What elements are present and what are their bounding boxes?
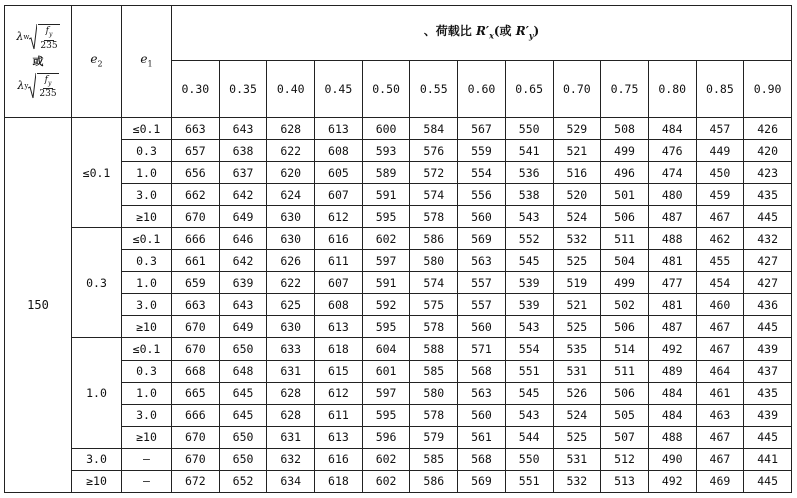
table-cell: 463 — [696, 404, 744, 426]
table-cell: 560 — [458, 316, 506, 338]
table-cell: 487 — [648, 206, 696, 228]
table-row — [5, 404, 792, 426]
table-cell: 630 — [267, 316, 315, 338]
table-cell: 618 — [315, 338, 363, 360]
fraction-1 — [38, 24, 59, 51]
table-cell: 459 — [696, 184, 744, 206]
table-cell: 602 — [362, 228, 410, 250]
table-cell: 632 — [267, 448, 315, 470]
table-cell: 569 — [458, 470, 506, 492]
table-row — [5, 206, 792, 228]
table-cell: 615 — [315, 360, 363, 382]
table-cell: 504 — [601, 250, 649, 272]
table-cell: 645 — [219, 404, 267, 426]
table-cell: 634 — [267, 470, 315, 492]
table-cell: 439 — [744, 404, 792, 426]
table-cell: 569 — [458, 228, 506, 250]
table-cell: 612 — [315, 382, 363, 404]
table-cell: 445 — [744, 470, 792, 492]
load-ratio-header: 0.40 — [267, 61, 315, 118]
table-cell: 492 — [648, 338, 696, 360]
e1-value: 3.0 — [122, 184, 172, 206]
load-ratio-header: 0.70 — [553, 61, 601, 118]
e2-value: 0.3 — [72, 228, 122, 338]
table-cell: 668 — [172, 360, 220, 382]
load-ratio-header: 0.60 — [458, 61, 506, 118]
table-cell: 646 — [219, 228, 267, 250]
load-ratio-header: 0.50 — [362, 61, 410, 118]
table-cell: 665 — [172, 382, 220, 404]
table-cell: 481 — [648, 250, 696, 272]
table-cell: 666 — [172, 228, 220, 250]
table-cell: 612 — [315, 206, 363, 228]
table-cell: 633 — [267, 338, 315, 360]
table-cell: 560 — [458, 206, 506, 228]
table-cell: 595 — [362, 206, 410, 228]
table-cell: 445 — [744, 206, 792, 228]
table-row — [5, 448, 792, 470]
e1-value: 0.3 — [122, 140, 172, 162]
table-cell: 516 — [553, 162, 601, 184]
table-cell: 529 — [553, 118, 601, 140]
table-cell: 554 — [458, 162, 506, 184]
table-cell: 659 — [172, 272, 220, 294]
table-cell: 600 — [362, 118, 410, 140]
table-cell: 616 — [315, 448, 363, 470]
fraction-2-numerator-sub: y — [47, 79, 52, 87]
table-cell: 586 — [410, 228, 458, 250]
table-cell: 593 — [362, 140, 410, 162]
table-cell: 554 — [505, 338, 553, 360]
table-row — [5, 316, 792, 338]
table-cell: 625 — [267, 294, 315, 316]
table-cell: 649 — [219, 316, 267, 338]
table-cell: 611 — [315, 250, 363, 272]
table-cell: 631 — [267, 426, 315, 448]
table-cell: 670 — [172, 206, 220, 228]
table-cell: 643 — [219, 294, 267, 316]
table-cell: 552 — [505, 228, 553, 250]
table-cell: 536 — [505, 162, 553, 184]
table-cell: 557 — [458, 272, 506, 294]
table-cell: 622 — [267, 272, 315, 294]
table-cell: 652 — [219, 470, 267, 492]
load-ratio-header: 0.85 — [696, 61, 744, 118]
table-cell: 596 — [362, 426, 410, 448]
table-cell: 630 — [267, 228, 315, 250]
table-cell: 605 — [315, 162, 363, 184]
table-cell: 568 — [458, 360, 506, 382]
table-cell: 585 — [410, 360, 458, 382]
e1-value: ≤0.1 — [122, 228, 172, 250]
table-cell: 521 — [553, 140, 601, 162]
table-cell: 524 — [553, 206, 601, 228]
table-cell: 427 — [744, 250, 792, 272]
load-ratio-header: 0.35 — [219, 61, 267, 118]
fraction-1-denominator: 235 — [40, 40, 58, 51]
table-cell: 666 — [172, 404, 220, 426]
e1-value: ≥10 — [122, 426, 172, 448]
table-cell: 586 — [410, 470, 458, 492]
table-cell: 489 — [648, 360, 696, 382]
table-cell: 454 — [696, 272, 744, 294]
lambda-subscript-2: y — [24, 81, 29, 90]
table-cell: 476 — [648, 140, 696, 162]
e1-value: ≥10 — [122, 206, 172, 228]
lambda-symbol-1: λ — [16, 30, 24, 44]
table-cell: 532 — [553, 470, 601, 492]
table-cell: 499 — [601, 140, 649, 162]
table-cell: 578 — [410, 206, 458, 228]
table-cell: 584 — [410, 118, 458, 140]
lambda-symbol-2: λ — [17, 78, 25, 92]
table-row — [5, 382, 792, 404]
table-row — [5, 184, 792, 206]
table-row — [5, 228, 792, 250]
fraction-2-denominator: 235 — [39, 89, 57, 100]
table-cell: 595 — [362, 404, 410, 426]
table-cell: 561 — [458, 426, 506, 448]
table-cell: 592 — [362, 294, 410, 316]
table-cell: 620 — [267, 162, 315, 184]
table-cell: 427 — [744, 272, 792, 294]
slenderness-formula — [5, 24, 71, 100]
table-cell: 604 — [362, 338, 410, 360]
table-cell: 580 — [410, 250, 458, 272]
table-cell: 450 — [696, 162, 744, 184]
table-cell: 588 — [410, 338, 458, 360]
table-cell: 591 — [362, 272, 410, 294]
table-cell: 445 — [744, 316, 792, 338]
table-cell: 624 — [267, 184, 315, 206]
lambda-subscript-1: w — [23, 33, 30, 42]
table-cell: 508 — [601, 118, 649, 140]
table-cell: 611 — [315, 404, 363, 426]
table-cell: 445 — [744, 426, 792, 448]
e2-value: 3.0 — [72, 448, 122, 470]
table-cell: 492 — [648, 470, 696, 492]
table-cell: 662 — [172, 184, 220, 206]
table-row — [5, 118, 792, 140]
load-ratio-header: 0.55 — [410, 61, 458, 118]
table-cell: 520 — [553, 184, 601, 206]
table-cell: 502 — [601, 294, 649, 316]
table-cell: 637 — [219, 162, 267, 184]
table-cell: 567 — [458, 118, 506, 140]
table-cell: 618 — [315, 470, 363, 492]
table-cell: 467 — [696, 448, 744, 470]
table-cell: 541 — [505, 140, 553, 162]
table-cell: 670 — [172, 338, 220, 360]
table-cell: 535 — [553, 338, 601, 360]
fraction-2 — [37, 73, 58, 100]
e1-value: ≤0.1 — [122, 118, 172, 140]
e1-value: 1.0 — [122, 162, 172, 184]
table-row — [5, 294, 792, 316]
load-ratio-table — [4, 5, 792, 493]
table-cell: 467 — [696, 338, 744, 360]
table-cell: 670 — [172, 316, 220, 338]
table-cell: 579 — [410, 426, 458, 448]
table-cell: 538 — [505, 184, 553, 206]
table-cell: 506 — [601, 316, 649, 338]
table-cell: 467 — [696, 206, 744, 228]
table-cell: 464 — [696, 360, 744, 382]
table-cell: 572 — [410, 162, 458, 184]
table-cell: 436 — [744, 294, 792, 316]
table-cell: 506 — [601, 206, 649, 228]
table-cell: 626 — [267, 250, 315, 272]
table-cell: 462 — [696, 228, 744, 250]
load-ratio-header: 0.90 — [744, 61, 792, 118]
table-cell: 467 — [696, 426, 744, 448]
table-cell: 539 — [505, 294, 553, 316]
table-cell: 607 — [315, 272, 363, 294]
table-cell: 543 — [505, 404, 553, 426]
table-cell: 531 — [553, 360, 601, 382]
e1-value: ≤0.1 — [122, 338, 172, 360]
table-cell: 628 — [267, 404, 315, 426]
table-cell: 628 — [267, 382, 315, 404]
table-cell: 642 — [219, 250, 267, 272]
table-cell: 477 — [648, 272, 696, 294]
table-cell: 511 — [601, 228, 649, 250]
table-cell: 507 — [601, 426, 649, 448]
table-cell: 563 — [458, 250, 506, 272]
table-cell: 480 — [648, 184, 696, 206]
table-cell: 551 — [505, 360, 553, 382]
table-row — [5, 470, 792, 492]
slenderness-header-cell — [5, 6, 72, 118]
table-cell: 487 — [648, 316, 696, 338]
table-cell: 670 — [172, 448, 220, 470]
table-cell: 557 — [458, 294, 506, 316]
table-cell: 545 — [505, 250, 553, 272]
table-cell: 560 — [458, 404, 506, 426]
table-cell: 589 — [362, 162, 410, 184]
table-cell: 460 — [696, 294, 744, 316]
table-cell: 613 — [315, 118, 363, 140]
sqrt-2 — [28, 73, 58, 100]
load-ratio-header: 0.80 — [648, 61, 696, 118]
e1-value: ≥10 — [122, 316, 172, 338]
table-cell: 550 — [505, 448, 553, 470]
table-cell: 506 — [601, 382, 649, 404]
load-ratio-header: 0.75 — [601, 61, 649, 118]
table-cell: 622 — [267, 140, 315, 162]
slenderness-formula-1 — [16, 24, 59, 51]
e2-header: $e_2$ — [72, 6, 122, 118]
table-row — [5, 338, 792, 360]
table-cell: 602 — [362, 448, 410, 470]
table-cell: 650 — [219, 426, 267, 448]
load-ratio-header: 0.65 — [505, 61, 553, 118]
fraction-2-numerator: f — [44, 74, 48, 85]
e1-value: 1.0 — [122, 382, 172, 404]
table-cell: 481 — [648, 294, 696, 316]
table-cell: 439 — [744, 338, 792, 360]
table-cell: 645 — [219, 382, 267, 404]
table-cell: 650 — [219, 448, 267, 470]
load-ratio-header: 0.45 — [315, 61, 363, 118]
table-cell: 585 — [410, 448, 458, 470]
table-cell: 597 — [362, 250, 410, 272]
table-cell: 559 — [458, 140, 506, 162]
fraction-1-numerator: f — [45, 25, 49, 36]
slenderness-value: 150 — [5, 118, 72, 493]
table-row — [5, 426, 792, 448]
table-cell: 575 — [410, 294, 458, 316]
table-cell: 513 — [601, 470, 649, 492]
table-cell: 574 — [410, 184, 458, 206]
fraction-1-numerator-sub: y — [48, 30, 53, 38]
table-cell: 511 — [601, 360, 649, 382]
table-cell: 539 — [505, 272, 553, 294]
table-cell: 496 — [601, 162, 649, 184]
slenderness-formula-2 — [17, 73, 58, 100]
table-cell: 469 — [696, 470, 744, 492]
table-cell: 544 — [505, 426, 553, 448]
table-cell: 591 — [362, 184, 410, 206]
table-cell: 602 — [362, 470, 410, 492]
table-cell: 488 — [648, 228, 696, 250]
table-cell: 657 — [172, 140, 220, 162]
table-cell: 524 — [553, 404, 601, 426]
table-row — [5, 272, 792, 294]
table-cell: 663 — [172, 118, 220, 140]
table-cell: 435 — [744, 382, 792, 404]
table-cell: 449 — [696, 140, 744, 162]
table-cell: 550 — [505, 118, 553, 140]
table-cell: 670 — [172, 426, 220, 448]
table-cell: 435 — [744, 184, 792, 206]
table-cell: 580 — [410, 382, 458, 404]
sqrt-1 — [29, 24, 59, 51]
table-cell: 649 — [219, 206, 267, 228]
table-cell: 661 — [172, 250, 220, 272]
table-cell: 499 — [601, 272, 649, 294]
e1-value: — — [122, 470, 172, 492]
table-cell: 441 — [744, 448, 792, 470]
table-cell: 597 — [362, 382, 410, 404]
table-cell: 672 — [172, 470, 220, 492]
table-cell: 484 — [648, 118, 696, 140]
table-cell: 616 — [315, 228, 363, 250]
table-cell: 601 — [362, 360, 410, 382]
table-cell: 608 — [315, 140, 363, 162]
radical-sign-icon — [28, 73, 36, 99]
table-cell: 525 — [553, 250, 601, 272]
e2-value: ≤0.1 — [72, 118, 122, 228]
table-row — [5, 360, 792, 382]
table-cell: 571 — [458, 338, 506, 360]
table-cell: 639 — [219, 272, 267, 294]
table-cell: 543 — [505, 316, 553, 338]
table-cell: 631 — [267, 360, 315, 382]
table-cell: 650 — [219, 338, 267, 360]
table-cell: 563 — [458, 382, 506, 404]
table-cell: 467 — [696, 316, 744, 338]
table-cell: 501 — [601, 184, 649, 206]
load-ratio-title: 、荷载比 $R'_x$(或 $R'_y$) — [172, 6, 792, 61]
table-cell: 642 — [219, 184, 267, 206]
or-label: 或 — [32, 54, 44, 68]
table-cell: 663 — [172, 294, 220, 316]
table-row — [5, 162, 792, 184]
table-cell: 556 — [458, 184, 506, 206]
table-cell: 521 — [553, 294, 601, 316]
e1-header: $e_1$ — [122, 6, 172, 118]
table-cell: 531 — [553, 448, 601, 470]
e1-value: 3.0 — [122, 294, 172, 316]
table-cell: 551 — [505, 470, 553, 492]
table-cell: 461 — [696, 382, 744, 404]
table-cell: 607 — [315, 184, 363, 206]
table-cell: 512 — [601, 448, 649, 470]
e1-value: 3.0 — [122, 404, 172, 426]
table-cell: 474 — [648, 162, 696, 184]
e1-value: 1.0 — [122, 272, 172, 294]
table-cell: 488 — [648, 426, 696, 448]
table-cell: 643 — [219, 118, 267, 140]
table-cell: 574 — [410, 272, 458, 294]
table-cell: 578 — [410, 404, 458, 426]
table-cell: 613 — [315, 426, 363, 448]
e1-value: 0.3 — [122, 250, 172, 272]
table-cell: 532 — [553, 228, 601, 250]
table-cell: 526 — [553, 382, 601, 404]
radical-sign-icon — [29, 24, 37, 50]
table-row — [5, 250, 792, 272]
table-cell: 519 — [553, 272, 601, 294]
table-cell: 484 — [648, 382, 696, 404]
table-cell: 648 — [219, 360, 267, 382]
e2-value: 1.0 — [72, 338, 122, 448]
table-cell: 484 — [648, 404, 696, 426]
table-cell: 514 — [601, 338, 649, 360]
table-cell: 525 — [553, 316, 601, 338]
table-cell: 455 — [696, 250, 744, 272]
table-cell: 576 — [410, 140, 458, 162]
table-cell: 578 — [410, 316, 458, 338]
e1-value: — — [122, 448, 172, 470]
table-cell: 490 — [648, 448, 696, 470]
e2-value: ≥10 — [72, 470, 122, 492]
table-cell: 505 — [601, 404, 649, 426]
table-cell: 638 — [219, 140, 267, 162]
table-cell: 628 — [267, 118, 315, 140]
table-cell: 420 — [744, 140, 792, 162]
table-cell: 568 — [458, 448, 506, 470]
table-cell: 545 — [505, 382, 553, 404]
table-cell: 457 — [696, 118, 744, 140]
table-cell: 426 — [744, 118, 792, 140]
table-cell: 432 — [744, 228, 792, 250]
table-cell: 595 — [362, 316, 410, 338]
table-cell: 613 — [315, 316, 363, 338]
table-cell: 630 — [267, 206, 315, 228]
load-ratio-header: 0.30 — [172, 61, 220, 118]
table-cell: 423 — [744, 162, 792, 184]
table-cell: 608 — [315, 294, 363, 316]
table-cell: 543 — [505, 206, 553, 228]
e1-value: 0.3 — [122, 360, 172, 382]
table-cell: 437 — [744, 360, 792, 382]
table-cell: 525 — [553, 426, 601, 448]
table-cell: 656 — [172, 162, 220, 184]
table-row — [5, 140, 792, 162]
